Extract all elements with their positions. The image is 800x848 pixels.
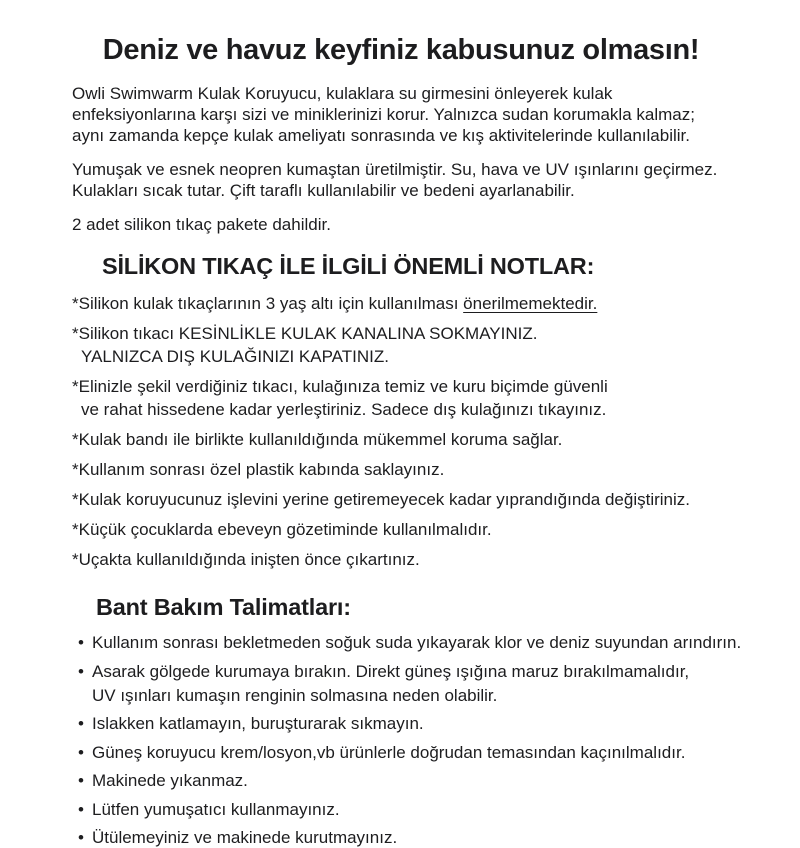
care-instruction-item <box>78 662 760 706</box>
care-instruction-text <box>92 633 741 653</box>
note-line: *Silikon tıkacı KESİNLİKLE KULAK KANALINA SOKMAYINIZ. <box>72 324 538 343</box>
intro-paragraph <box>72 214 760 235</box>
bullet-icon: • <box>78 661 84 681</box>
care-instruction-text <box>92 714 424 734</box>
silicone-note-item <box>72 550 760 570</box>
care-line: Makinede yıkanmaz. <box>92 771 248 790</box>
care-line: Güneş koruyucu krem/losyon,vb ürünlerle doğrudan temasından kaçınılmalıdır. <box>92 742 686 762</box>
paragraph-line: enfeksiyonlarına karşı sizi ve miniklerinizi korur. Yalnızca sudan korumakla kalmaz; <box>72 105 695 124</box>
intro-paragraph <box>72 83 760 146</box>
paragraph-line: 2 adet silikon tıkaç pakete dahildir. <box>72 215 331 234</box>
care-line: Islakken katlamayın, buruşturarak sıkmayın. <box>92 714 424 733</box>
note-line: ve rahat hissedene kadar yerleştiriniz. Sadece dış kulağınızı tıkayınız. <box>81 400 607 419</box>
note-line: *Kullanım sonrası özel plastik kabında saklayınız. <box>72 460 445 479</box>
silicone-note-item <box>72 460 760 480</box>
silicone-note-item <box>72 324 760 367</box>
note-line: *Küçük çocuklarda ebeveyn gözetiminde kullanılmalıdır. <box>72 520 492 539</box>
care-line: Kullanım sonrası bekletmeden soğuk suda yıkayarak klor ve deniz suyundan arındırın. <box>92 633 742 652</box>
care-instruction-item <box>78 633 760 653</box>
paragraph-line: Yumuşak ve esnek neopren kumaştan üretilmiştir. Su, hava ve UV ışınlarını geçirmez. <box>72 160 718 179</box>
underlined-text: önerilmemektedir. <box>463 294 598 313</box>
care-instruction-text <box>92 743 685 763</box>
care-instruction-text <box>92 828 397 848</box>
paragraph-line: Kulakları sıcak tutar. Çift taraflı kullanılabilir ve bedeni ayarlanabilir. <box>72 181 575 200</box>
silicone-note-item <box>72 520 760 540</box>
note-line: *Uçakta kullanıldığında inişten önce çıkartınız. <box>72 550 420 569</box>
silicone-note-item <box>72 490 760 510</box>
silicone-note-item <box>72 430 760 450</box>
care-line: Ütülemeyiniz ve makinede kurutmayınız. <box>92 828 398 847</box>
care-instruction-item <box>78 743 760 763</box>
care-instruction-text <box>92 662 689 706</box>
silicone-note-item <box>72 377 760 420</box>
bullet-icon: • <box>78 799 84 819</box>
bullet-icon: • <box>78 714 84 733</box>
intro-paragraph <box>72 159 760 201</box>
intro-paragraphs <box>72 83 760 235</box>
care-instruction-item <box>78 771 760 791</box>
note-line: *Silikon kulak tıkaçlarının 3 yaş altı için kullanılması önerilmemektedir. <box>72 294 598 313</box>
note-line: YALNIZCA DIŞ KULAĞINIZI KAPATINIZ. <box>81 347 389 366</box>
care-instruction-text <box>92 800 340 820</box>
care-instruction-item <box>78 828 760 848</box>
care-line: Lütfen yumuşatıcı kullanmayınız. <box>92 799 340 819</box>
care-line: Asarak gölgede kurumaya bırakın. Direkt güneş ışığına maruz bırakılmamalıdır, <box>92 661 690 681</box>
care-instruction-item <box>78 800 760 820</box>
note-line: *Kulak bandı ile birlikte kullanıldığında mükemmel koruma sağlar. <box>72 430 563 449</box>
silicone-note-item <box>72 294 760 314</box>
bullet-icon: • <box>78 771 84 790</box>
bullet-icon: • <box>78 828 84 847</box>
silicone-notes-list <box>72 294 760 570</box>
bullet-icon: • <box>78 742 84 762</box>
bullet-icon: • <box>78 633 84 652</box>
care-instructions-list <box>72 633 760 848</box>
paragraph-line: Owli Swimwarm Kulak Koruyucu, kulaklara su girmesini önleyerek kulak <box>72 84 613 103</box>
care-instructions-heading: Bant Bakım Talimatları: <box>96 594 351 620</box>
note-line: *Kulak koruyucunuz işlevini yerine getiremeyecek kadar yıprandığında değiştiriniz. <box>72 490 690 509</box>
care-instruction-item <box>78 714 760 734</box>
care-instruction-text <box>92 771 248 791</box>
page-title: Deniz ve havuz keyfiniz kabusunuz olmasın! <box>102 34 700 66</box>
silicone-notes-heading: SİLİKON TIKAÇ İLE İLGİLİ ÖNEMLİ NOTLAR: <box>102 253 595 279</box>
care-line: UV ışınları kumaşın renginin solmasına neden olabilir. <box>92 685 498 705</box>
paragraph-line: aynı zamanda kepçe kulak ameliyatı sonrasında ve kış aktivitelerinde kullanılabilir. <box>72 126 690 145</box>
note-line: *Elinizle şekil verdiğiniz tıkacı, kulağınıza temiz ve kuru biçimde güvenli <box>72 377 608 396</box>
